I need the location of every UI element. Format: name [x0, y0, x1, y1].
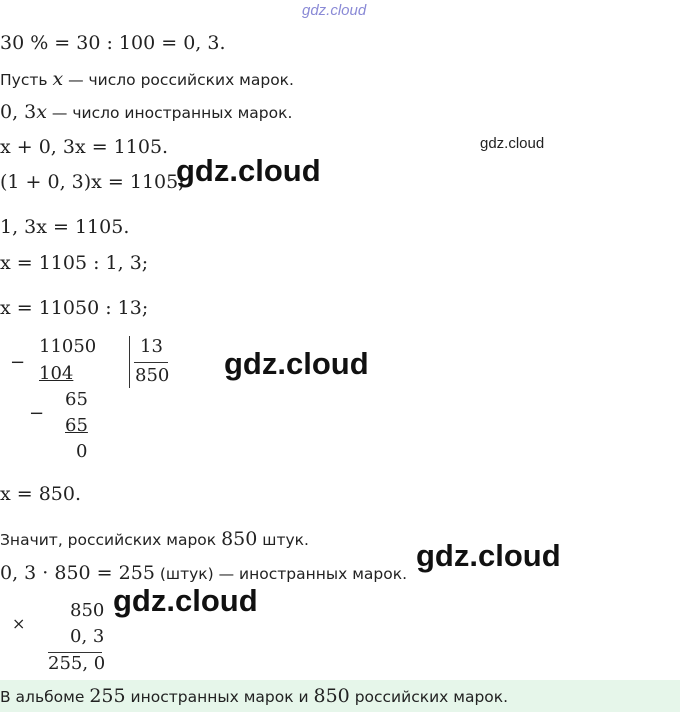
multiplier: 0, 3	[70, 626, 105, 647]
watermark-big-4: gdz.cloud	[113, 583, 258, 618]
dividend: 11050	[39, 336, 97, 357]
number: 850	[221, 528, 258, 550]
equation-sum: x + 0, 3x = 1105.	[0, 136, 169, 158]
divisor-underline	[134, 362, 168, 363]
divisor: 13	[140, 336, 163, 357]
minus-sign: −	[10, 352, 26, 373]
equation-answer: x = 850.	[0, 483, 82, 505]
product: 255, 0	[48, 653, 106, 674]
variable-x: x	[52, 68, 64, 90]
number: 255	[89, 685, 126, 707]
final-answer	[0, 684, 508, 709]
watermark-big-1: gdz.cloud	[176, 153, 321, 188]
equation-factored: (1 + 0, 3)x = 1105;	[0, 171, 185, 193]
watermark-top: gdz.cloud	[302, 2, 367, 19]
equation-product: 0, 3 · 850 = 255	[0, 562, 155, 584]
remainder-1: 65	[65, 389, 88, 410]
equation-division-scaled: x = 11050 : 13;	[0, 297, 149, 319]
multiplicand: 850	[70, 600, 105, 621]
minus-sign: −	[29, 403, 45, 424]
watermark-big-3: gdz.cloud	[416, 538, 561, 573]
division-vertical-line	[129, 336, 130, 388]
coefficient: 0, 3	[0, 101, 37, 123]
quotient: 850	[135, 365, 170, 386]
times-sign: ×	[12, 614, 26, 633]
statement-text: — число российских марок.	[63, 71, 294, 89]
subtrahend-1: 104	[39, 363, 74, 384]
equation-percent: 30 % = 30 : 100 = 0, 3.	[0, 32, 226, 54]
watermark-big-2: gdz.cloud	[224, 346, 369, 381]
answer-text: В альбоме	[0, 688, 90, 706]
answer-text: российских марок.	[349, 688, 509, 706]
statement-text: (штук) — иностранных марок.	[154, 565, 408, 583]
subtrahend-2: 65	[65, 415, 88, 436]
statement-foreign-count	[0, 561, 407, 586]
remainder-final: 0	[76, 441, 88, 462]
statement-text: штук.	[257, 531, 309, 549]
equation-division: x = 1105 : 1, 3;	[0, 252, 149, 274]
watermark-small: gdz.cloud	[480, 135, 545, 152]
variable-x: x	[36, 101, 47, 123]
statement-text: Пусть	[0, 71, 53, 89]
answer-text: иностранных марок и	[125, 688, 314, 706]
statement-foreign-stamps	[0, 100, 292, 125]
number: 850	[313, 685, 350, 707]
statement-russian-stamps	[0, 67, 294, 92]
statement-russian-count	[0, 527, 309, 552]
statement-text: — число иностранных марок.	[46, 104, 293, 122]
equation-simplified: 1, 3x = 1105.	[0, 216, 130, 238]
statement-text: Значит, российских марок	[0, 531, 222, 549]
